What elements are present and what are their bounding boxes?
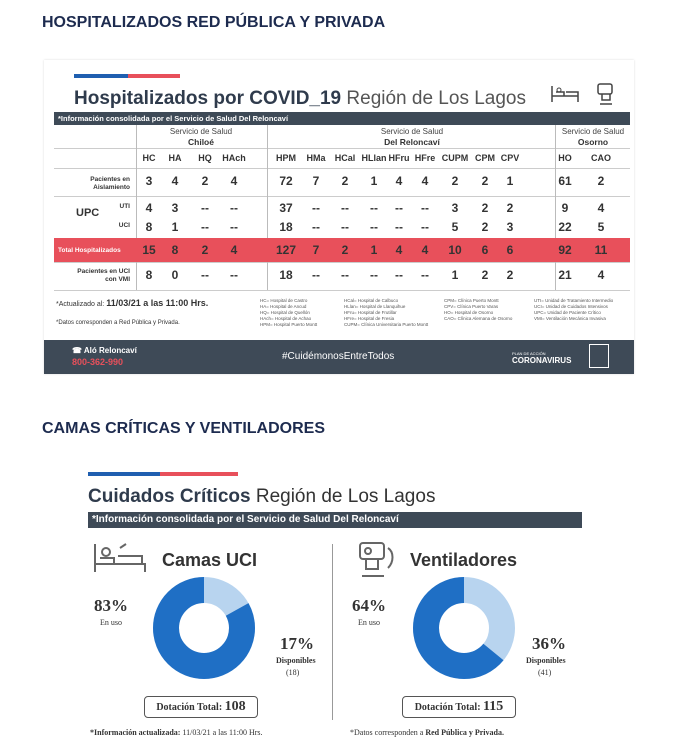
footer-coronavirus — [512, 351, 571, 365]
table-cell: -- — [201, 220, 209, 234]
flag-stripe-red — [128, 74, 180, 78]
grid-line — [54, 148, 630, 149]
legend-column — [444, 298, 512, 322]
criticos-title-bold: Cuidados Críticos — [88, 486, 251, 507]
hospitalizados-panel — [44, 60, 634, 374]
dotacion-label: Dotación Total: — [414, 702, 481, 713]
legend-entry: UTI= Unidad de Tratamiento Intermedio — [534, 298, 614, 303]
vent-donut-hole — [440, 604, 488, 652]
group-label: Servicio de Salud — [380, 127, 444, 136]
table-cell: 1 — [370, 174, 378, 188]
footer-phone: 800-362-990 — [72, 357, 124, 367]
table-cell: -- — [312, 268, 320, 282]
table-cell: 2 — [481, 174, 489, 188]
table-cell: 61 — [558, 174, 572, 188]
gobierno-logo-icon — [589, 344, 609, 368]
cuidados-criticos-panel — [80, 462, 588, 747]
table-cell: 18 — [279, 220, 293, 234]
hosp-footer — [44, 340, 634, 374]
vent-dotacion — [402, 696, 516, 718]
table-cell: -- — [395, 268, 403, 282]
dotacion-label: Dotación Total: — [156, 702, 223, 713]
table-cell: -- — [201, 201, 209, 215]
table-cell: 2 — [481, 268, 489, 282]
column-header: HA — [168, 153, 182, 163]
camas-heading: Camas UCI — [162, 550, 258, 570]
table-cell: -- — [395, 220, 403, 234]
table-cell: 6 — [506, 243, 514, 257]
table-cell: -- — [341, 268, 349, 282]
table-cell: 2 — [481, 220, 489, 234]
legend-entry: CPM= Clínica Puerto Montt — [444, 298, 499, 303]
group-label: Servicio de Salud — [169, 127, 233, 136]
legend-entry: HC= Hospital de Castro — [260, 298, 308, 303]
table-cell: 4 — [597, 268, 605, 282]
table-cell: -- — [341, 201, 349, 215]
legend-entry: HPM= Hospital Puerto Montt — [260, 322, 318, 327]
legend-entry: UPC= Unidad de Paciente Crítico — [534, 310, 601, 315]
camas-free-label: Disponibles — [276, 656, 316, 665]
footer-hashtag: #CuidémonosEntreTodos — [282, 351, 395, 362]
table-cell: 4 — [597, 201, 605, 215]
flag-stripe-red — [160, 472, 238, 476]
section-title-hospitalizados: HOSPITALIZADOS RED PÚBLICA Y PRIVADA — [42, 14, 386, 31]
criticos-foot-right — [350, 728, 504, 737]
legend-entry: HLlan= Hospital de Llanquihue — [344, 304, 406, 309]
table-cell: 1 — [451, 268, 459, 282]
table-cell: 7 — [312, 174, 320, 188]
row-label-aislamiento: Pacientes en Aislamiento — [90, 176, 130, 191]
legend-entry: HO= Hospital de Osorno — [444, 310, 494, 315]
column-header: HC — [142, 153, 156, 163]
table-cell: 2 — [451, 174, 459, 188]
foot-right-text: *Datos corresponden a — [350, 728, 424, 737]
column-header: CPV — [500, 153, 520, 163]
table-cell: 3 — [451, 201, 459, 215]
table-cell: 5 — [597, 220, 605, 234]
table-cell: 3 — [145, 174, 153, 188]
criticos-foot-left — [90, 728, 263, 737]
group-chiloe — [137, 127, 265, 147]
panel-divider — [332, 544, 333, 720]
legend-entry: HA= Hospital de Ancud — [260, 304, 307, 309]
criticos-info-bar: *Información consolidada por el Servicio de Salud Del Reloncaví — [88, 512, 582, 528]
footer-covid-text: CORONAVIRUS — [512, 356, 572, 365]
column-header: HFru — [388, 153, 410, 163]
legend-column — [534, 298, 613, 322]
table-cell: 22 — [558, 220, 572, 234]
group-reloncavi — [268, 127, 556, 147]
footer-brand: ☎ Aló Reloncaví — [72, 346, 137, 355]
flag-stripe-blue — [74, 74, 128, 78]
column-header: HMa — [306, 153, 326, 163]
group-name: Osorno — [577, 137, 609, 147]
camas-dotacion — [144, 696, 258, 718]
ventiladores-donut-chart — [412, 576, 516, 680]
table-cell: 3 — [506, 220, 514, 234]
table-cell: 15 — [142, 243, 156, 257]
table-cell: 9 — [561, 201, 569, 215]
legend-column — [344, 298, 428, 328]
camas-used-pct: 83% — [94, 596, 128, 615]
column-header: CUPM — [441, 153, 469, 163]
table-cell: -- — [312, 220, 320, 234]
row-label-vmi: Pacientes en UCI con VMI — [77, 268, 130, 283]
foot-left-text: 11/03/21 a las 11:00 Hrs. — [182, 728, 263, 737]
updated-value: 11/03/21 a las 11:00 Hrs. — [106, 298, 209, 308]
grid-vline — [267, 125, 268, 290]
table-cell: -- — [312, 201, 320, 215]
hosp-info-bar: *Información consolidada por el Servicio de Salud Del Reloncaví — [54, 112, 630, 125]
group-name: Del Reloncaví — [384, 137, 440, 147]
table-cell: 8 — [145, 220, 153, 234]
table-cell: 2 — [201, 243, 209, 257]
table-cell: 4 — [230, 174, 238, 188]
vent-free-pct: 36% — [532, 634, 566, 653]
table-cell: -- — [230, 201, 238, 215]
table-cell: -- — [230, 220, 238, 234]
table-cell: 4 — [395, 243, 403, 257]
table-cell: 0 — [171, 268, 179, 282]
ventiladores-heading: Ventiladores — [410, 550, 518, 570]
legend-entry: HCal= Hospital de Calbuco — [344, 298, 399, 303]
dotacion-value: 108 — [224, 699, 246, 714]
legend-entry: HFru= Hospital de Frutillar — [344, 310, 397, 315]
criticos-title — [88, 486, 435, 508]
vent-free-label: Disponibles — [526, 656, 566, 665]
column-header: HQ — [198, 153, 212, 163]
legend-entry: CUPM= Clínica Universitaria Puerto Montt — [344, 322, 429, 327]
table-cell: -- — [370, 201, 378, 215]
table-cell: 127 — [275, 243, 297, 257]
table-cell: 4 — [230, 243, 238, 257]
legend-entry: HFre= Hospital de Fresia — [344, 316, 395, 321]
upc-label: UPC — [76, 207, 100, 219]
table-cell: 4 — [421, 174, 429, 188]
foot-right-bold: Red Pública y Privada. — [425, 728, 504, 737]
table-cell: 2 — [597, 174, 605, 188]
footer-small: PLAN DE ACCIÓN — [512, 351, 546, 356]
flag-stripe-blue — [88, 472, 160, 476]
table-cell: 3 — [171, 201, 179, 215]
row-label-uci: UCI — [118, 222, 130, 229]
table-cell: -- — [421, 220, 429, 234]
table-cell: 4 — [171, 174, 179, 188]
table-cell: 4 — [395, 174, 403, 188]
legend-entry: CAO= Clínica Alemana de Osorno — [444, 316, 513, 321]
table-cell: 6 — [481, 243, 489, 257]
table-cell: 21 — [558, 268, 572, 282]
table-cell: -- — [395, 201, 403, 215]
data-note: *Datos corresponden a Red Pública y Privada. — [56, 320, 180, 326]
table-cell: 1 — [171, 220, 179, 234]
grid-line — [54, 262, 630, 263]
table-cell: 72 — [279, 174, 293, 188]
column-header: HLlan — [361, 153, 387, 163]
table-cell: 2 — [201, 174, 209, 188]
group-label: Servicio de Salud — [561, 127, 625, 136]
table-cell: -- — [201, 268, 209, 282]
column-header: HCal — [334, 153, 356, 163]
hosp-title — [74, 88, 526, 110]
table-cell: 8 — [145, 268, 153, 282]
vent-free-count: (41) — [538, 668, 552, 677]
grid-line — [54, 290, 630, 291]
legend-entry: CPV= Clínica Puerto Varas — [444, 304, 499, 309]
table-cell: 92 — [558, 243, 572, 257]
criticos-title-light: Región de Los Lagos — [255, 486, 436, 507]
hosp-title-bold: Hospitalizados por COVID_19 — [74, 88, 342, 109]
updated-line — [56, 298, 208, 308]
table-cell: 5 — [451, 220, 459, 234]
hospital-bed-icon — [92, 540, 148, 583]
table-cell: 8 — [171, 243, 179, 257]
group-name: Chiloé — [188, 137, 214, 147]
column-header: HFre — [414, 153, 436, 163]
row-label-total: Total Hospitalizados — [58, 247, 121, 254]
table-cell: -- — [421, 268, 429, 282]
foot-left-bold: *Información actualizada: — [90, 728, 181, 737]
table-cell: -- — [421, 201, 429, 215]
section-title-camas: CAMAS CRÍTICAS Y VENTILADORES — [42, 420, 325, 437]
table-cell: 37 — [279, 201, 293, 215]
table-cell: 4 — [145, 201, 153, 215]
table-cell: -- — [370, 220, 378, 234]
grid-line — [54, 196, 630, 197]
legend-entry: UCI= Unidad de Cuidados Intensivos — [534, 304, 608, 309]
table-cell: 1 — [506, 174, 514, 188]
column-header: HO — [558, 153, 572, 163]
camas-used-label: En uso — [100, 618, 122, 627]
table-cell: 2 — [341, 174, 349, 188]
camas-donut-hole — [180, 604, 228, 652]
column-header: CPM — [475, 153, 495, 163]
footer-brand-text: Aló Reloncaví — [83, 346, 137, 355]
dotacion-value: 115 — [483, 699, 504, 714]
column-header: HPM — [276, 153, 296, 163]
legend-entry: HAch= Hospital de Achao — [260, 316, 312, 321]
ventilator-icon — [594, 82, 618, 112]
table-cell: 18 — [279, 268, 293, 282]
table-cell: 11 — [594, 243, 608, 257]
legend-column — [260, 298, 317, 328]
camas-free-pct: 17% — [280, 634, 314, 653]
table-cell: 2 — [481, 201, 489, 215]
table-cell: 2 — [506, 201, 514, 215]
vent-used-pct: 64% — [352, 596, 386, 615]
table-cell: 10 — [448, 243, 462, 257]
table-cell: -- — [341, 220, 349, 234]
legend-entry: VMI= Ventilación Mecánica Invasiva — [534, 316, 606, 321]
grid-line — [54, 168, 630, 169]
table-cell: 2 — [506, 268, 514, 282]
group-osorno — [556, 127, 630, 147]
column-header: CAO — [591, 153, 611, 163]
table-cell: 2 — [341, 243, 349, 257]
vent-used-label: En uso — [358, 618, 380, 627]
hospital-bed-icon — [550, 82, 580, 110]
hosp-title-light: Región de Los Lagos — [346, 88, 526, 109]
table-cell: 1 — [370, 243, 378, 257]
camas-donut-chart — [152, 576, 256, 680]
legend-entry: HQ= Hospital de Quellón — [260, 310, 310, 315]
table-cell: 7 — [312, 243, 320, 257]
row-label-uti: UTI — [119, 203, 130, 210]
table-cell: -- — [370, 268, 378, 282]
camas-free-count: (18) — [286, 668, 300, 677]
column-header: HAch — [222, 153, 246, 163]
table-cell: -- — [230, 268, 238, 282]
ventilator-icon — [354, 540, 396, 587]
table-cell: 4 — [421, 243, 429, 257]
updated-label: *Actualizado al: — [56, 301, 105, 308]
